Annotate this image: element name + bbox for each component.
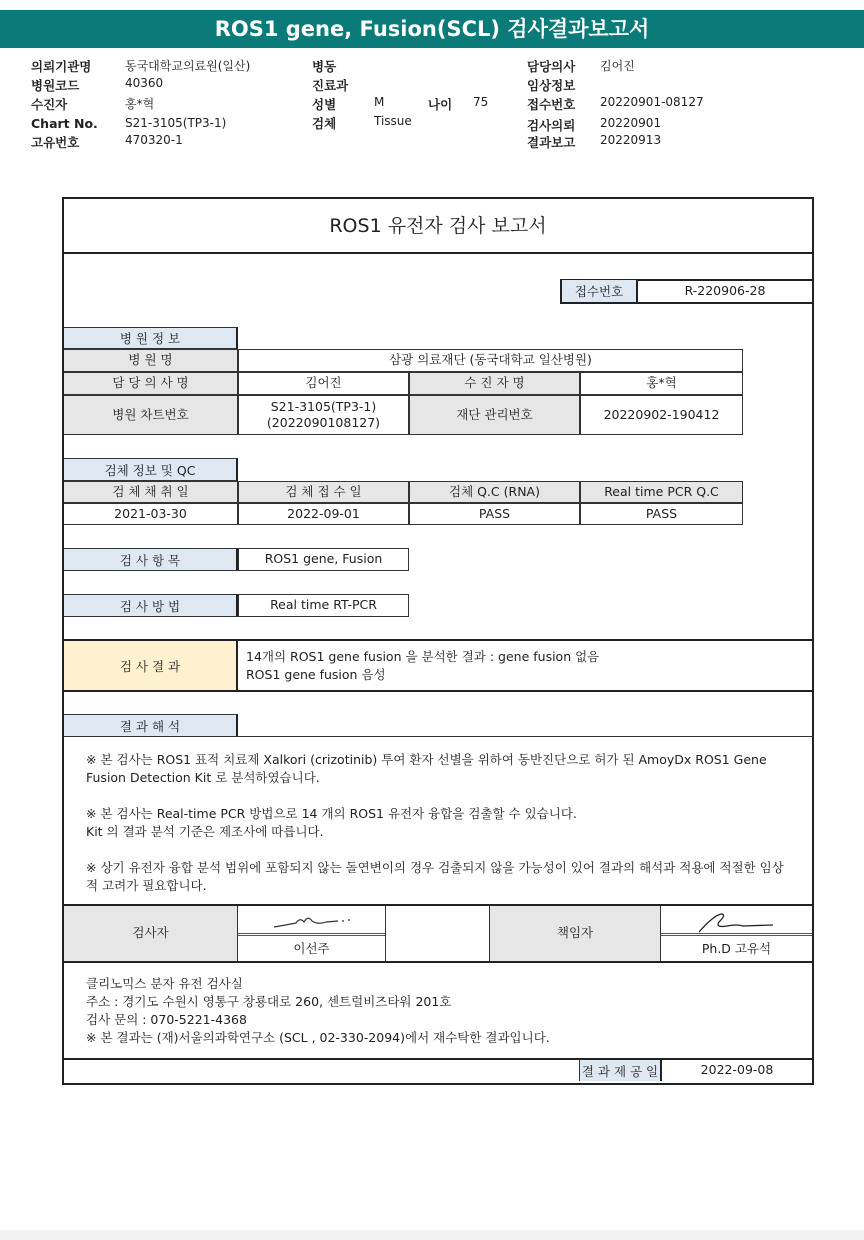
director-cell [661, 906, 812, 961]
examiner-cell [238, 906, 386, 961]
result-date-label: 결 과 제 공 일 [579, 1060, 662, 1081]
page-title: ROS1 gene, Fusion(SCL) 검사결과보고서 [0, 10, 864, 48]
interp-line: 적 고려가 필요합니다. [86, 878, 207, 893]
interp-line: ※ 상기 유전자 융합 분석 범위에 포함되지 않는 돌연변이의 경우 검출되지 않을 가능성이 있어 결과의 해석과 적용에 적절한 임상 [86, 860, 784, 875]
hdr-label-doctor: 담당의사 [527, 59, 576, 74]
hdr-value-hospital-code: 40360 [125, 76, 164, 90]
chart-value-line2: (2022090108127) [266, 415, 381, 430]
director-signature-icon [693, 908, 779, 936]
interp-line: ※ 본 검사는 ROS1 표적 치료제 Xalkori (crizotinib) 투여 환자 선별을 위하여 동반진단으로 허가 된 AmoyDx ROS1 Gene [86, 752, 767, 767]
chart-value [238, 395, 409, 435]
hdr-value-chart: S21-3105(TP3-1) [125, 116, 227, 130]
hospital-name-label: 병 원 명 [64, 349, 238, 372]
lab-phone: 검사 문의 : 070-5221-4368 [86, 1012, 247, 1027]
patient-value: 홍*혁 [580, 372, 743, 395]
hdr-value-specimen: Tissue [374, 114, 412, 128]
chart-value-line1: S21-3105(TP3-1) [270, 398, 377, 414]
header-panel [0, 0, 864, 167]
hdr-label-request: 검사의뢰 [527, 118, 576, 133]
specimen-section-tag: 검체 정보 및 QC [64, 458, 238, 481]
test-item-label: 검 사 항 목 [64, 548, 238, 571]
hdr-label-specimen: 검체 [312, 116, 337, 131]
examiner-name: 이선주 [293, 941, 330, 956]
hdr-value-patient: 홍*혁 [125, 97, 155, 111]
director-label: 책임자 [490, 906, 661, 961]
lab-address: 주소 : 경기도 수원시 영통구 창룡대로 260, 센트럴비즈타워 201호 [86, 994, 452, 1009]
rna-qc-label: 검체 Q.C (RNA) [409, 481, 580, 503]
pcr-qc-value: PASS [580, 503, 743, 525]
patient-label: 수 진 자 명 [409, 372, 580, 395]
hdr-label-age: 나이 [428, 97, 453, 112]
pcr-qc-label: Real time PCR Q.C [580, 481, 743, 503]
receive-label: 검 체 접 수 일 [238, 481, 409, 503]
hospital-section-tag: 병 원 정 보 [64, 327, 238, 349]
hdr-label-report: 결과보고 [527, 135, 576, 150]
mgmt-label: 재단 관리번호 [409, 395, 580, 435]
examiner-signature-icon [268, 909, 358, 935]
test-method-label: 검 사 방 법 [64, 594, 238, 617]
hdr-label-department: 진료과 [312, 78, 349, 93]
doctor-value: 김어진 [238, 372, 409, 395]
report-title: ROS1 유전자 검사 보고서 [64, 199, 812, 254]
hdr-value-institution: 동국대학교의료원(일산) [125, 59, 251, 73]
result-line1: 14개의 ROS1 gene fusion 을 분석한 결과 : gene fusion 없음 [246, 649, 600, 664]
receipt-label: 접수번호 [560, 280, 638, 302]
hdr-label-receipt-no: 접수번호 [527, 97, 576, 112]
interpretation-label: 결 과 해 석 [64, 714, 238, 737]
hdr-label-sex: 성별 [312, 97, 337, 112]
hdr-label-clinical-info: 임상정보 [527, 78, 576, 93]
test-method-value: Real time RT-PCR [238, 594, 409, 617]
hdr-label-patient: 수진자 [31, 97, 68, 112]
hdr-value-doctor: 김어진 [600, 59, 635, 73]
doctor-label: 담 당 의 사 명 [64, 372, 238, 395]
examiner-label: 검사자 [64, 906, 238, 961]
result-line2: ROS1 gene fusion 음성 [246, 667, 386, 682]
hdr-label-unique-no: 고유번호 [31, 135, 80, 150]
interp-line: Fusion Detection Kit 로 분석하였습니다. [86, 770, 320, 785]
chart-label: 병원 차트번호 [64, 395, 238, 435]
interp-line: Kit 의 결과 분석 기준은 제조사에 따릅니다. [86, 824, 324, 839]
blank-cell [386, 906, 490, 961]
result-date-value: 2022-09-08 [700, 1062, 774, 1078]
collect-value: 2021-03-30 [64, 503, 238, 525]
lab-name: 클리노믹스 분자 유전 검사실 [86, 976, 243, 991]
hdr-label-hospital-code: 병원코드 [31, 78, 80, 93]
collect-label: 검 체 채 취 일 [64, 481, 238, 503]
hdr-value-sex: M [374, 95, 385, 109]
director-name: Ph.D 고유석 [701, 941, 772, 956]
lab-note: ※ 본 결과는 (재)서울의과학연구소 (SCL , 02-330-2094)에서 재수탁한 결과입니다. [86, 1030, 550, 1045]
receipt-value: R-220906-28 [684, 282, 766, 298]
receive-value: 2022-09-01 [238, 503, 409, 525]
hdr-label-ward: 병동 [312, 59, 337, 74]
report-document [62, 197, 814, 1085]
hdr-value-receipt-no: 20220901-08127 [600, 95, 704, 109]
result-label: 검 사 결 과 [64, 641, 238, 690]
rna-qc-value: PASS [409, 503, 580, 525]
hdr-value-request: 20220901 [600, 116, 662, 130]
hdr-label-institution: 의뢰기관명 [31, 59, 92, 74]
hdr-label-chart: Chart No. [31, 116, 98, 131]
interp-line: ※ 본 검사는 Real-time PCR 방법으로 14 개의 ROS1 유전자 융합을 검출할 수 있습니다. [86, 806, 577, 821]
hdr-value-unique-no: 470320-1 [125, 133, 183, 147]
mgmt-value: 20220902-190412 [580, 395, 743, 435]
hdr-value-report: 20220913 [600, 133, 662, 147]
hdr-value-age: 75 [473, 95, 489, 109]
hospital-name-value: 삼광 의료재단 (동국대학교 일산병원) [238, 349, 743, 372]
test-item-value: ROS1 gene, Fusion [238, 548, 409, 571]
